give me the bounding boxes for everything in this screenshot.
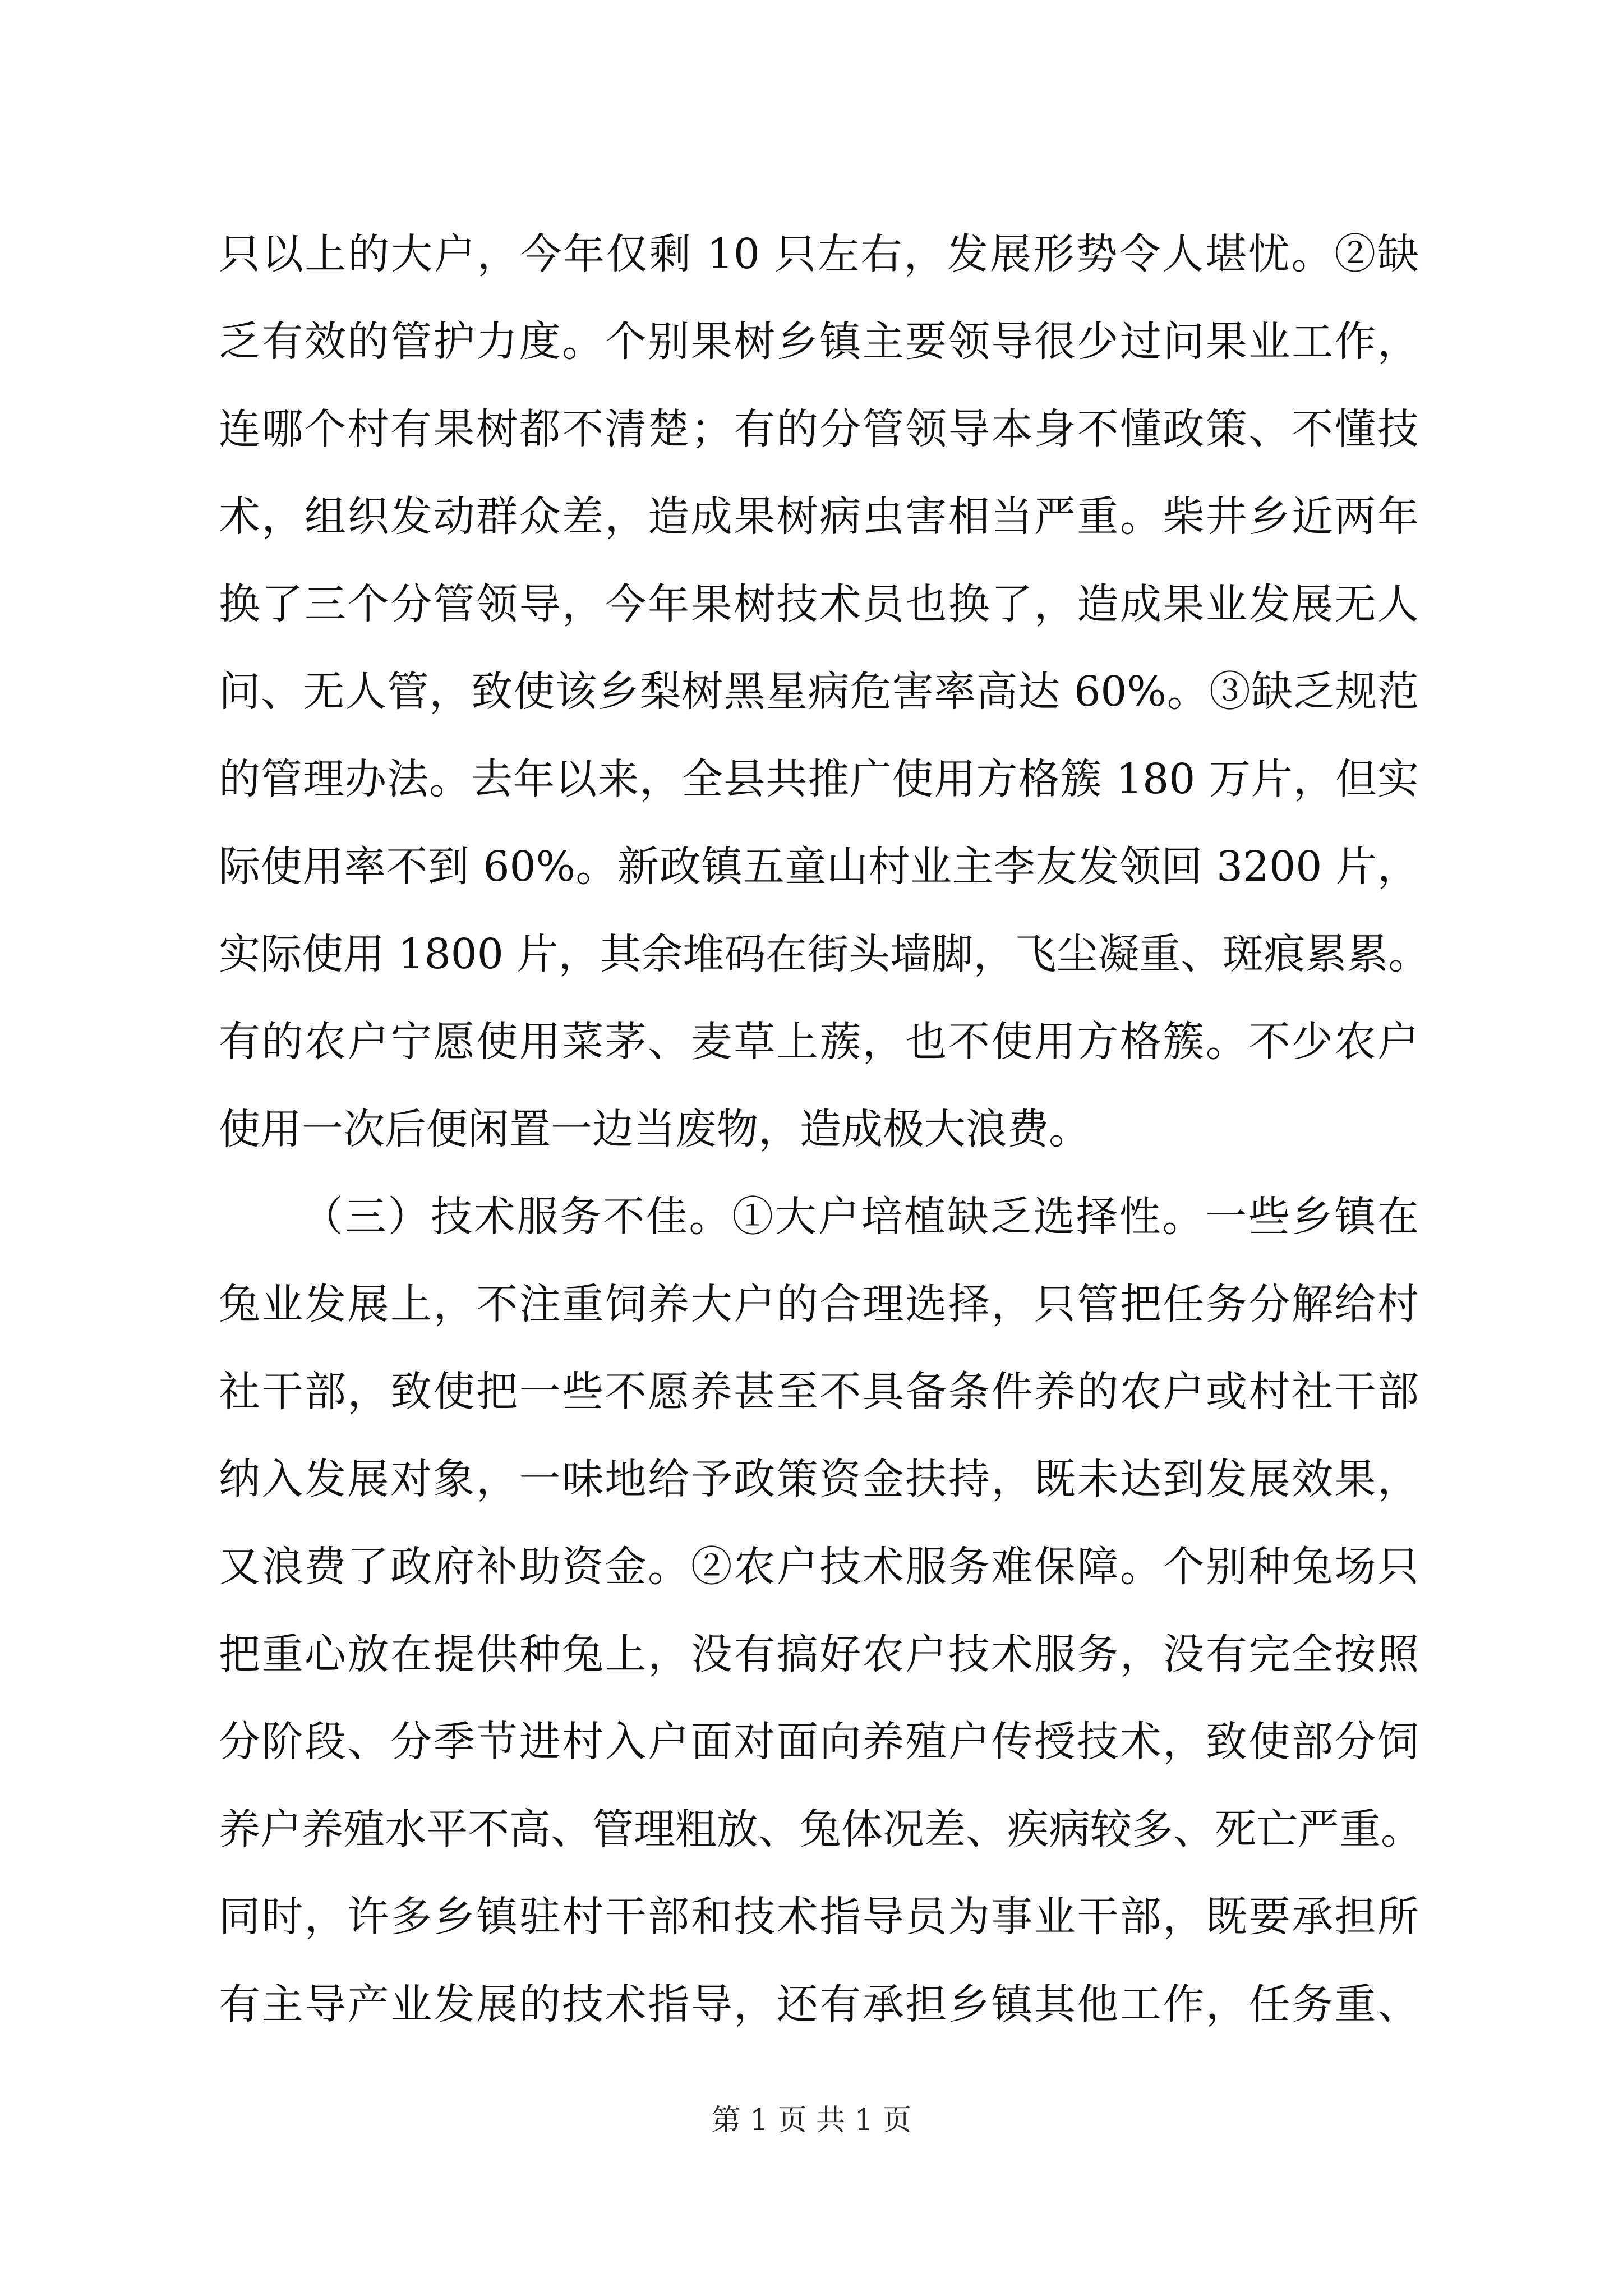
- text-line: 兔业发展上，不注重饲养大户的合理选择，只管把任务分解给村: [219, 1280, 1419, 1328]
- page-footer: 第 1 页 共 1 页: [711, 2104, 912, 2137]
- text-line: 同时，许多乡镇驻村干部和技术指导员为事业干部，既要承担所: [219, 1893, 1419, 1941]
- text-line: 术，组织发动群众差，造成果树病虫害相当严重。柴井乡近两年: [219, 493, 1419, 541]
- text-line: 连哪个村有果树都不清楚；有的分管领导本身不懂政策、不懂技: [219, 405, 1419, 453]
- text-line: 分阶段、分季节进村入户面对面向养殖户传授技术，致使部分饲: [219, 1718, 1419, 1766]
- body-text: [219, 210, 1430, 2048]
- text-line: 实际使用 1800 片，其余堆码在街头墙脚，飞尘凝重、斑痕累累。: [219, 930, 1430, 978]
- text-line: 乏有效的管护力度。个别果树乡镇主要领导很少过问果业工作，: [219, 318, 1419, 366]
- text-line: 把重心放在提供种兔上，没有搞好农户技术服务，没有完全按照: [219, 1630, 1419, 1678]
- text-line: 又浪费了政府补助资金。②农户技术服务难保障。个别种兔场只: [219, 1543, 1419, 1591]
- text-line: 有主导产业发展的技术指导，还有承担乡镇其他工作，任务重、: [219, 1980, 1419, 2028]
- text-line: 问、无人管，致使该乡梨树黑星病危害率高达 60%。③缺乏规范: [219, 668, 1419, 716]
- text-line: 的管理办法。去年以来，全县共推广使用方格簇 180 万片，但实: [219, 755, 1419, 803]
- paragraph-end-line: 使用一次后便闲置一边当废物，造成极大浪费。: [219, 1105, 1090, 1153]
- text-line: 养户养殖水平不高、管理粗放、兔体况差、疾病较多、死亡严重。: [219, 1805, 1422, 1853]
- section-heading-line: （三）技术服务不佳。①大户培植缺乏选择性。一些乡镇在: [302, 1193, 1419, 1241]
- text-line: 纳入发展对象，一味地给予政策资金扶持，既未达到发展效果，: [219, 1455, 1419, 1503]
- text-line: 有的农户宁愿使用菜茅、麦草上蔟，也不使用方格簇。不少农户: [219, 1018, 1419, 1066]
- text-line: 际使用率不到 60%。新政镇五童山村业主李友发领回 3200 片，: [219, 843, 1419, 891]
- text-line: 社干部，致使把一些不愿养甚至不具备条件养的农户或村社干部: [219, 1368, 1419, 1416]
- text-line: 换了三个分管领导，今年果树技术员也换了，造成果业发展无人: [219, 580, 1419, 628]
- text-line: 只以上的大户，今年仅剩 10 只左右，发展形势令人堪忧。②缺: [219, 230, 1419, 278]
